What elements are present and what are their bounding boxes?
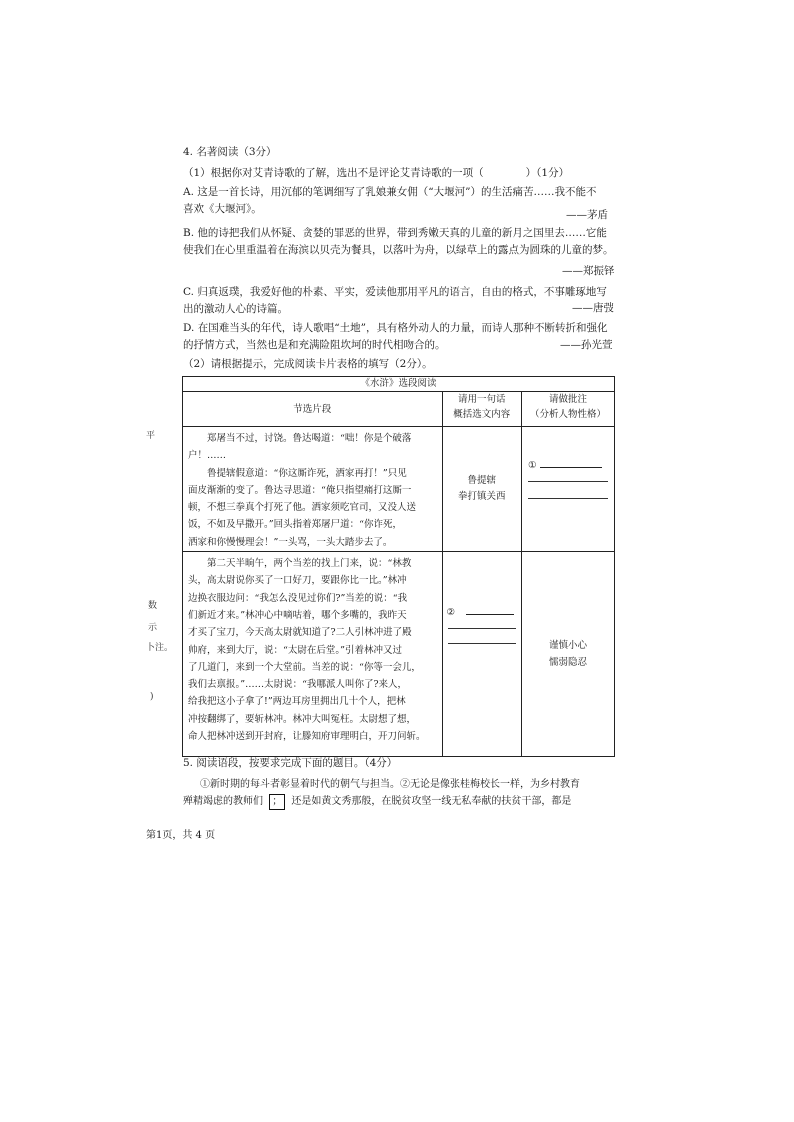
question-5-line2 (183, 792, 571, 810)
col-header-passage: 节选片段 (183, 392, 443, 427)
page-footer: 第1页，共 4 页 (146, 830, 216, 841)
passage-line: 第二天半晌午，两个当差的找上门来，说：“林教 (188, 558, 412, 570)
option-d-line1: D. 在国难当头的年代，诗人歌唱“土地”，具有格外动人的力量，而诗人那种不断转折和强化 (183, 322, 608, 334)
note-lin-chong-line1: 谨慎小心 (548, 640, 587, 652)
option-d-line2: 的抒情方式，当然也是和充满险阻坎坷的时代相吻合的。 (183, 339, 446, 351)
option-a-source: ——茅盾 (566, 209, 608, 221)
passage-line: 鲁提辖假意道：“你这厮诈死，洒家再打！”只见 (188, 467, 407, 479)
summary-lu-da-line2: 拳打镇关西 (457, 491, 506, 503)
summary-lu-da-line1: 鲁提辖 (467, 475, 496, 487)
passage-line: 我们去禀报。”……太尉说：“我哪派人叫你了?来人， (188, 679, 408, 691)
reading-card-table (182, 376, 615, 757)
question-5-line2-b: 还是如黄文秀那般，在脱贫攻坚一线无私奉献的扶贫干部，都是 (291, 796, 572, 807)
col-header-summary-line2: 概括选文内容 (453, 409, 511, 420)
col-header-note (521, 392, 614, 427)
option-c-line2: 出的激动人心的诗篇。 (183, 303, 288, 315)
option-c-line1: C. 归真返璞，我爱好他的朴素、平实，爱读他那用平凡的语言，自由的格式，不事雕琢地写 (183, 286, 607, 298)
margin-mark-2: 数 (148, 601, 158, 611)
answer-blank-2[interactable] (466, 604, 514, 615)
note-lu-da-cell[interactable] (521, 427, 614, 552)
passage-lin-chong (183, 552, 443, 757)
option-a-line2: 喜欢《大堰河》。 (183, 203, 262, 215)
passage-line: 边换衣服边问：“我怎么没见过你们?”当差的说：“我 (188, 592, 408, 604)
answer-blank-1[interactable] (540, 457, 602, 468)
option-d (183, 320, 613, 354)
col-header-summary-line1: 请用一句话 (457, 394, 506, 405)
passage-lu-da (183, 427, 443, 552)
col-header-note-line1: 请做批注 (548, 394, 587, 405)
passage-line: 顿，不想三拳真个打死了他。洒家须吃官司，又没人送 (188, 502, 417, 514)
note-marker-1: ① (527, 460, 537, 471)
passage-line: 了几道门，来到一个大堂前。当差的说：“你等一会儿， (188, 661, 421, 673)
passage-line: 郑屠当不过，讨饶。鲁达喝道：“咄！你是个破落 (188, 433, 412, 444)
passage-line: 饭，不如及早撒开。”回头指着郑屠尸道：“你诈死， (188, 519, 402, 531)
col-header-note-line2: （分析人物性格） (529, 409, 606, 420)
option-b-line2: 使我们在心里重温着在海滨以贝壳为餐具，以落叶为舟，以绿草上的露点为圆珠的儿童的梦。 (183, 244, 614, 256)
summary-marker-2: ② (446, 607, 456, 619)
passage-line: 冲按翻绑了，要斩林冲。林冲大叫冤枉。太尉想了想， (188, 713, 417, 725)
option-d-source: ——孙光萱 (560, 339, 613, 351)
margin-mark-5: ) (150, 692, 154, 702)
summary-lin-chong-cell[interactable] (442, 552, 521, 757)
passage-line: 面皮渐渐的变了。鲁达寻思道：“俺只指望痛打这厮一 (188, 484, 412, 496)
passage-line: 头，高太尉说你买了一口好刀，要跟你比一比。”林冲 (188, 575, 407, 587)
punctuation-box[interactable]: ； (269, 794, 285, 810)
passage-line: 洒家和你慢慢理会！”一头骂，一头大踏步去了。 (188, 536, 393, 548)
passage-line: 们新近才来。”林冲心中嘀咕着，哪个多嘴的，我昨天 (188, 609, 407, 621)
col-header-summary (442, 392, 521, 427)
passage-line: 户！…… (188, 450, 227, 462)
question-5-line1: ①新时期的每斗者彰显着时代的朝气与担当。②无论是像张桂梅校长一样，为乡村教育 (200, 779, 580, 790)
question-4-2-stem: （2）请根据提示，完成阅读卡片表格的填写（2分）。 (183, 358, 433, 370)
margin-mark-3: 示 (148, 623, 158, 633)
option-b (183, 225, 613, 259)
option-c (183, 284, 613, 318)
option-c-source: ——唐弢 (572, 302, 614, 314)
summary-lu-da (442, 427, 521, 552)
margin-mark-1: 平 (146, 431, 156, 441)
option-b-source: ——郑振铎 (562, 265, 615, 277)
passage-line: 帅府，来到大厅，说：“太尉在后堂。”引着林冲又过 (188, 644, 402, 656)
question-4-title: 4. 名著阅读（3分） (183, 146, 277, 158)
question-5-title: 5. 阅读语段，按要求完成下面的题目。（4分） (183, 757, 398, 769)
passage-line: 命人把林冲送到开封府，让滕知府审理明白，开刀问斩。 (188, 731, 426, 743)
passage-line: 才买了宝刀，今天高太尉就知道了?二人引林冲进了殿 (188, 627, 412, 639)
question-4-1-stem: （1）根据你对艾青诗歌的了解，选出不是评论艾青诗歌的一项（ ）（1分） (183, 167, 570, 179)
option-a-line1: A. 这是一首长诗，用沉郁的笔调细写了乳娘兼女佣（“大堰河”）的生活痛苦……我不能不 (183, 186, 597, 198)
answer-blank-2-line2[interactable] (448, 628, 516, 629)
passage-line: 给我把这小子拿了!”两边耳房里拥出几十个人，把林 (188, 696, 406, 708)
option-b-line1: B. 他的诗把我们从怀疑、贪婪的罪恶的世界，带到秀嫩天真的儿童的新月之国里去……它能 (183, 227, 607, 239)
question-5-line2-a: 殚精竭虑的教师们 (183, 796, 263, 807)
note-lin-chong (521, 552, 614, 757)
margin-mark-4: 卜注。 (146, 643, 174, 653)
card-caption: 《水浒》选段阅读 (183, 377, 615, 392)
note-lin-chong-line2: 懦弱隐忍 (548, 657, 587, 669)
answer-blank-1-line2[interactable] (528, 481, 608, 482)
answer-blank-1-line3[interactable] (528, 498, 608, 499)
answer-blank-2-line3[interactable] (448, 643, 516, 644)
option-a (183, 184, 613, 218)
